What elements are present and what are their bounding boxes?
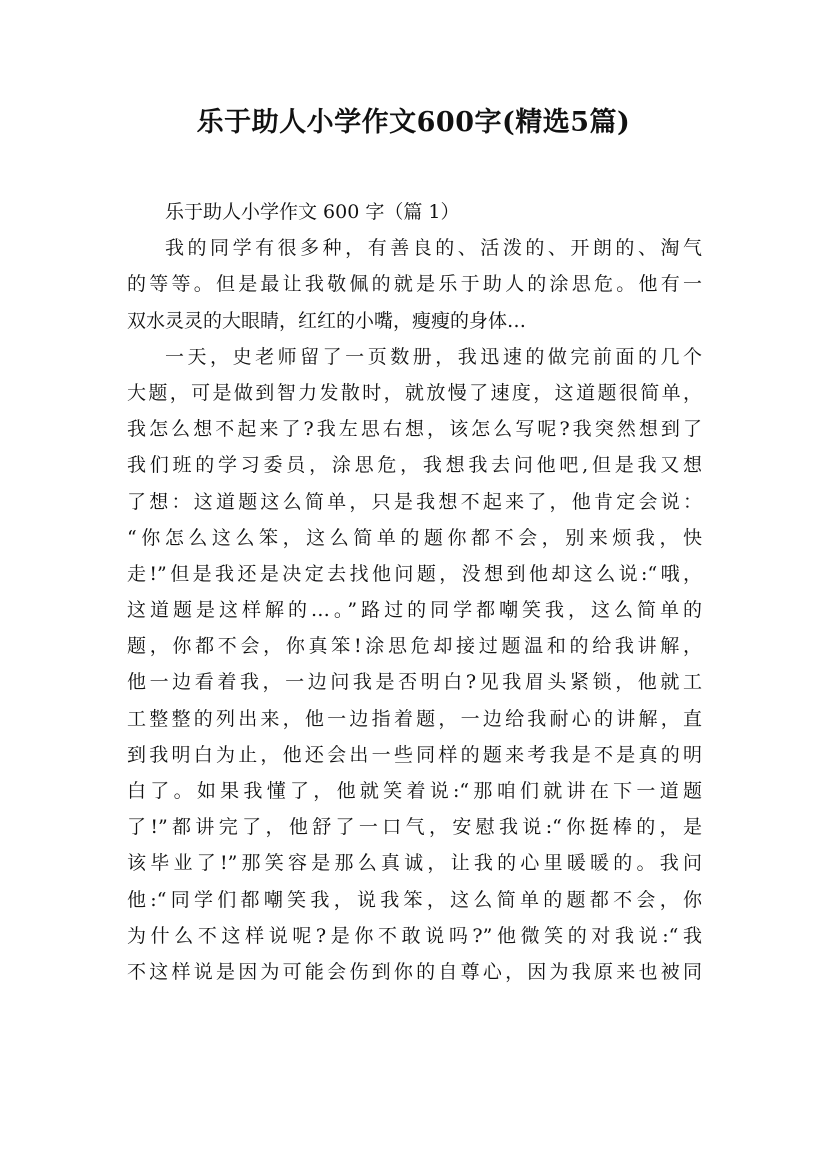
text-line: 一天，史老师留了一页数册，我迅速的做完前面的几个 (165, 345, 702, 368)
text-line: 工整整的列出来，他一边指着题，一边给我耐心的讲解，直 (127, 707, 702, 730)
text-line: 了!”都讲完了，他舒了一口气，安慰我说:“你挺棒的，是 (127, 816, 702, 839)
document-title: 乐于助人小学作文600字(精选5篇) (196, 107, 631, 138)
text-line: 我们班的学习委员，涂思危，我想我去问他吧,但是我又想 (127, 454, 702, 477)
text-line: 他一边看着我，一边问我是否明白?见我眉头紧锁，他就工 (127, 671, 702, 694)
text-line: 到我明白为止，他还会出一些同样的题来考我是不是真的明 (127, 743, 702, 766)
text-line: 白了。如果我懂了，他就笑着说:“那咱们就讲在下一道题 (127, 780, 702, 802)
text-line: 的等等。但是最让我敬佩的就是乐于助人的涂思危。他有一 (127, 273, 702, 296)
text-line: 为什么不这样说呢?是你不敢说吗?”他微笑的对我说:“我 (127, 924, 702, 947)
text-line: 双水灵灵的大眼睛，红红的小嘴，瘦瘦的身体… (127, 309, 527, 332)
text-line: 该毕业了!”那笑容是那么真诚，让我的心里暖暖的。我问 (127, 852, 702, 875)
document-body (127, 194, 702, 990)
text-line: 题，你都不会，你真笨!涂思危却接过题温和的给我讲解， (127, 635, 702, 658)
text-line: 他:“同学们都嘲笑我，说我笨，这么简单的题都不会，你 (127, 888, 702, 911)
text-line: 我怎么想不起来了?我左思右想，该怎么写呢?我突然想到了 (127, 418, 702, 441)
text-line: 我的同学有很多种，有善良的、活泼的、开朗的、淘气 (165, 237, 702, 260)
text-line: 走!”但是我还是决定去找他问题，没想到他却这么说:“哦， (127, 562, 702, 585)
text-line: 这道题是这样解的…。”路过的同学都嘲笑我，这么简单的 (127, 599, 702, 622)
text-line: “你怎么这么笨，这么简单的题你都不会，别来烦我，快 (127, 526, 702, 549)
text-line: 不这样说是因为可能会伤到你的自尊心，因为我原来也被同 (127, 960, 702, 983)
text-line: 大题，可是做到智力发散时，就放慢了速度，这道题很简单， (127, 381, 702, 404)
section-heading: 乐于助人小学作文 600 字（篇 1） (165, 201, 460, 223)
text-line: 了想：这道题这么简单，只是我想不起来了，他肯定会说： (127, 490, 702, 513)
